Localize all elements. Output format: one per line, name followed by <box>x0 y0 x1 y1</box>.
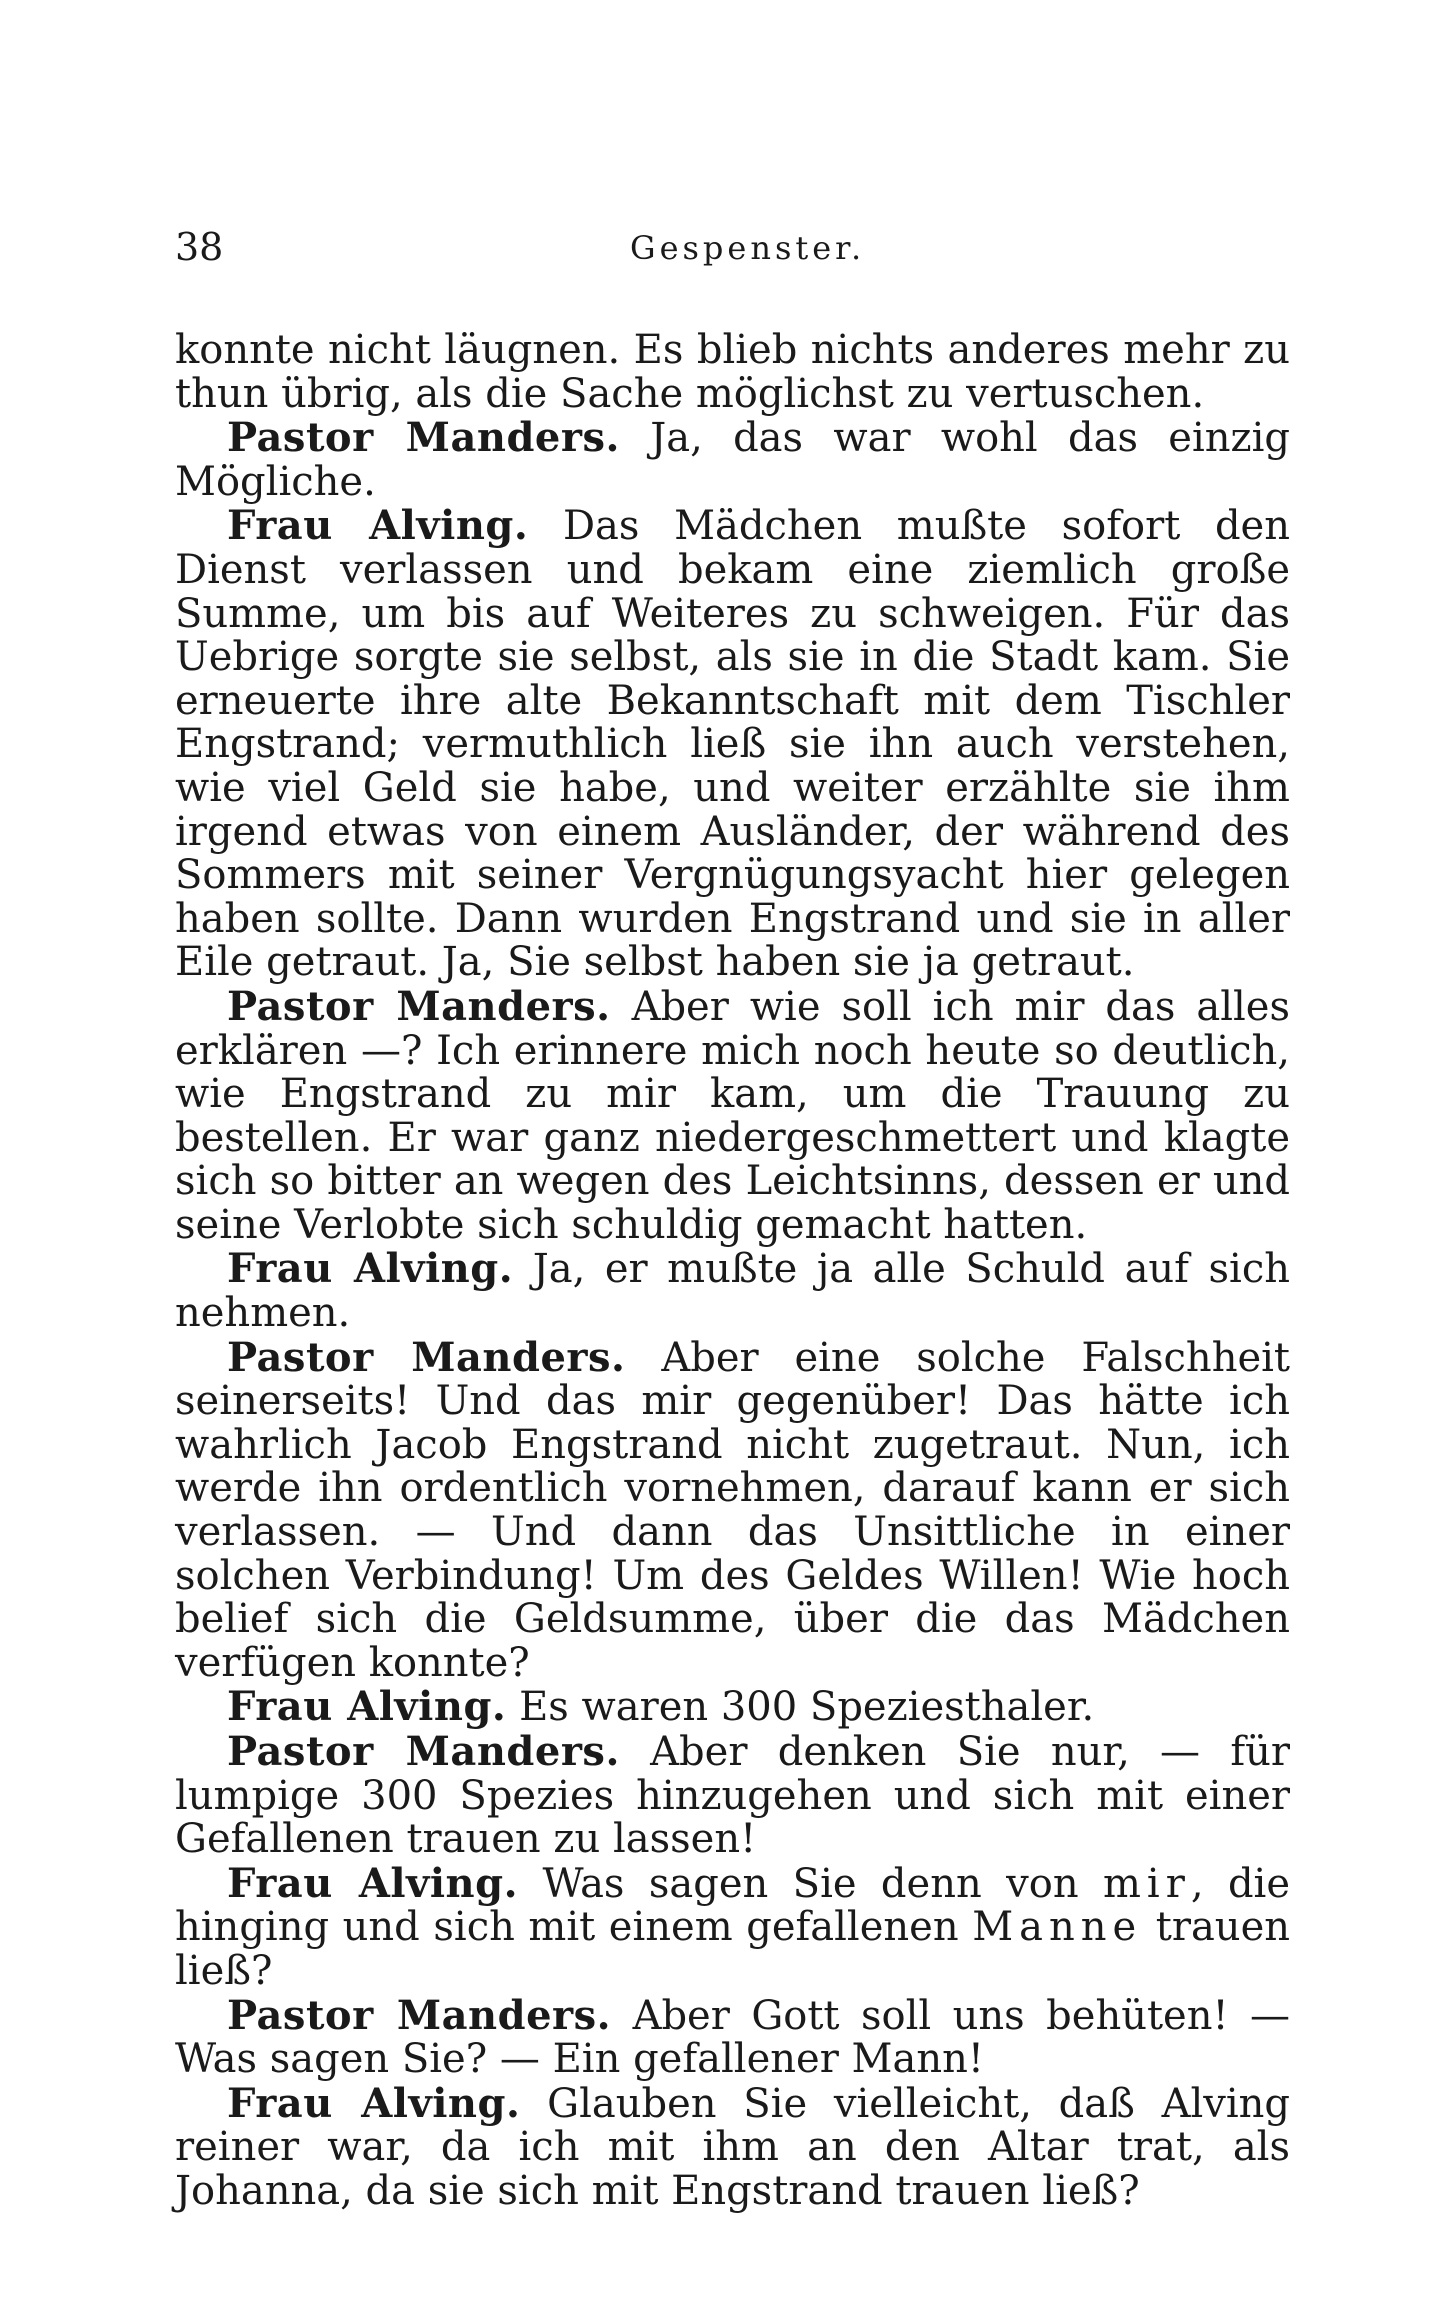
speaker-name: Frau Alving. <box>227 2079 521 2127</box>
dialogue-paragraph <box>175 982 1291 1248</box>
running-title: Gespenster. <box>630 229 866 267</box>
paragraph-text: Aber Gott soll uns behüten! — Was sagen Sie? — Ein gefallener Mann! <box>175 1992 1291 2083</box>
emphasized-word: mir <box>1102 1860 1191 1907</box>
page-header <box>175 225 1290 285</box>
speaker-name: Pastor Manders. <box>227 982 611 1030</box>
speaker-name: Pastor Manders. <box>227 1728 620 1775</box>
emphasized-word: Manne <box>972 1904 1143 1951</box>
speaker-name: Frau Alving. <box>227 502 529 550</box>
page-body <box>175 329 1290 2214</box>
paragraph-text: trauen ließ? <box>175 1904 1291 1994</box>
paragraph <box>175 329 1290 416</box>
paragraph-text: Was sagen Sie denn von <box>542 1860 1103 1907</box>
book-page <box>175 225 1290 2214</box>
dialogue-paragraph <box>175 1685 1290 1730</box>
dialogue-paragraph <box>175 504 1290 985</box>
paragraph-text: Aber denken Sie nur, — für lumpige 300 Spezies hinzugehen und sich mit einer Gefallenen trauen zu lassen! <box>175 1729 1291 1863</box>
speaker-name: Pastor Manders. <box>227 414 620 462</box>
dialogue-paragraph <box>175 1859 1291 1994</box>
dialogue-paragraph <box>175 1333 1290 1686</box>
paragraph-text: Es waren 300 Speziesthaler. <box>519 1684 1095 1731</box>
speaker-name: Frau Alving. <box>227 1859 519 1907</box>
dialogue-paragraph <box>175 416 1290 504</box>
dialogue-paragraph <box>175 1730 1290 1862</box>
paragraph-text: Ja, er mußte ja alle Schuld auf sich nehmen. <box>175 1246 1291 1337</box>
speaker-name: Pastor Manders. <box>227 1333 626 1381</box>
speaker-name: Frau Alving. <box>227 1245 514 1293</box>
paragraph-text: Aber wie soll ich mir das alles erklären —? Ich erinnere mich noch heute so deutlich, wie Engstrand zu mir kam, um die Trauung zu bestellen. Er war ganz niedergeschmettert und klagte sich so bitter an wegen des Leichtsinns, dessen er und seine Verlobte sich schuldig gemacht hatten. <box>175 983 1291 1248</box>
paragraph-text: , die hinging und sich mit einem gefallenen <box>175 1860 1291 1951</box>
dialogue-paragraph <box>175 1991 1291 2083</box>
page-number: 38 <box>175 225 224 269</box>
paragraph-text: Glauben Sie vielleicht, daß Alving reiner war, da ich mit ihm an den Altar trat, als Johanna, da sie sich mit Engstrand trauen ließ? <box>175 2080 1291 2214</box>
paragraph-text: konnte nicht läugnen. Es blieb nichts anderes mehr zu thun übrig, als die Sache möglichst zu vertuschen. <box>175 327 1290 417</box>
paragraph-text: Aber eine solche Falschheit seinerseits! Und das mir gegenüber! Das hätte ich wahrlich Jacob Engstrand nicht zugetraut. Nun, ich werde ihn ordentlich vornehmen, darauf kann er sich verlassen. — Und dann das Unsittliche in einer solchen Verbindung! Um des Geldes Willen! Wie hoch belief sich die Geldsumme, über die das Mädchen verfügen konnte? <box>175 1334 1290 1686</box>
dialogue-paragraph <box>175 2079 1291 2214</box>
dialogue-paragraph <box>175 1247 1290 1335</box>
speaker-name: Pastor Manders. <box>227 1991 612 2039</box>
paragraph-text: Ja, das war wohl das einzig Mögliche. <box>175 415 1290 505</box>
paragraph-text: Das Mädchen mußte sofort den Dienst verlassen und bekam eine ziemlich große Summe, um bis auf Weiteres zu schweigen. Für das Uebrige sorgte sie selbst, als sie in die Stadt kam. Sie erneuerte ihre alte Bekanntschaft mit dem Tischler Engstrand; vermuthlich ließ sie ihn auch verstehen, wie viel Geld sie habe, und weiter erzählte sie ihm irgend etwas von einem Ausländer, der während des Sommers mit seiner Vergnügungsyacht hier gelegen haben sollte. Dann wurden Engstrand und sie in aller Eile getraut. Ja, Sie selbst haben sie ja getraut. <box>175 503 1290 986</box>
speaker-name: Frau Alving. <box>227 1683 507 1731</box>
